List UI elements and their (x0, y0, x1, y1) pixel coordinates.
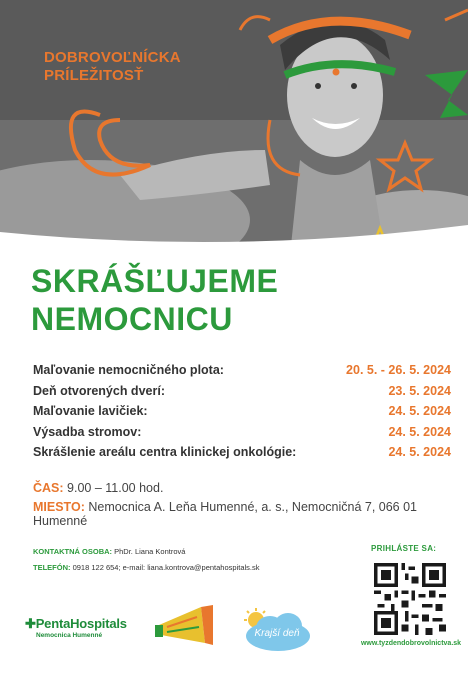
event-name: Deň otvorených dverí: (33, 383, 165, 398)
penta-logo-subtitle: Nemocnica Humenné (36, 632, 103, 639)
time-value: 9.00 – 11.00 hod. (67, 481, 164, 495)
time-info (33, 481, 163, 495)
event-row (33, 445, 451, 466)
event-name: Maľovanie nemocničného plota: (33, 363, 224, 377)
place-value: Nemocnica A. Leňa Humenné, a. s., Nemocničná 7, 066 01 Humenné (33, 500, 418, 528)
cross-icon: ✚ (25, 616, 36, 631)
event-row (33, 425, 451, 446)
title-line-1: SKRÁŠĽUJEME (31, 263, 279, 299)
tag-line-2: PRÍLEŽITOSŤ (44, 67, 144, 84)
place-info (33, 500, 468, 528)
hero-illustration (0, 0, 468, 255)
event-date: 20. 5. - 26. 5. 2024 (346, 363, 451, 377)
contact-phone-value: 0918 122 654; e-mail: liana.kontrova@pentahospitals.sk (72, 563, 260, 572)
event-row (33, 363, 451, 384)
event-date: 24. 5. 2024 (388, 424, 451, 439)
event-row (33, 384, 451, 405)
event-list (33, 363, 451, 466)
megaphone-icon (153, 603, 215, 645)
website-link[interactable]: www.tyzdendobrovolnictva.sk (360, 640, 462, 647)
penta-hospitals-logo (25, 616, 127, 639)
contact-person-value: PhDr. Liana Kontrová (114, 547, 186, 556)
event-name: Maľovanie lavičiek: (33, 404, 148, 418)
contact-person-label: KONTAKTNÁ OSOBA: (33, 547, 113, 556)
event-date: 23. 5. 2024 (388, 383, 451, 398)
event-row (33, 404, 451, 425)
event-name: Skrášlenie areálu centra klinickej onkológie: (33, 445, 297, 459)
time-label: ČAS: (33, 481, 64, 495)
hero-photo (0, 0, 468, 255)
krajsi-den-logo-text: Krajší deň (254, 628, 300, 639)
signup-label: PRIHLÁSTE SA: (371, 544, 437, 553)
page-title (31, 262, 278, 338)
contact-block (33, 544, 260, 576)
event-date: 24. 5. 2024 (388, 404, 451, 418)
place-label: MIESTO: (33, 500, 85, 514)
title-line-2: NEMOCNICU (31, 301, 233, 337)
event-name: Výsadba stromov: (33, 424, 142, 439)
tag-line-1: DOBROVOĽNÍCKA (44, 49, 181, 66)
qr-code-icon[interactable] (374, 563, 446, 635)
tag-title (44, 49, 181, 85)
penta-logo-text: PentaHospitals (35, 616, 127, 631)
contact-phone-label: TELEFÓN: (33, 563, 71, 572)
event-date: 24. 5. 2024 (388, 445, 451, 459)
